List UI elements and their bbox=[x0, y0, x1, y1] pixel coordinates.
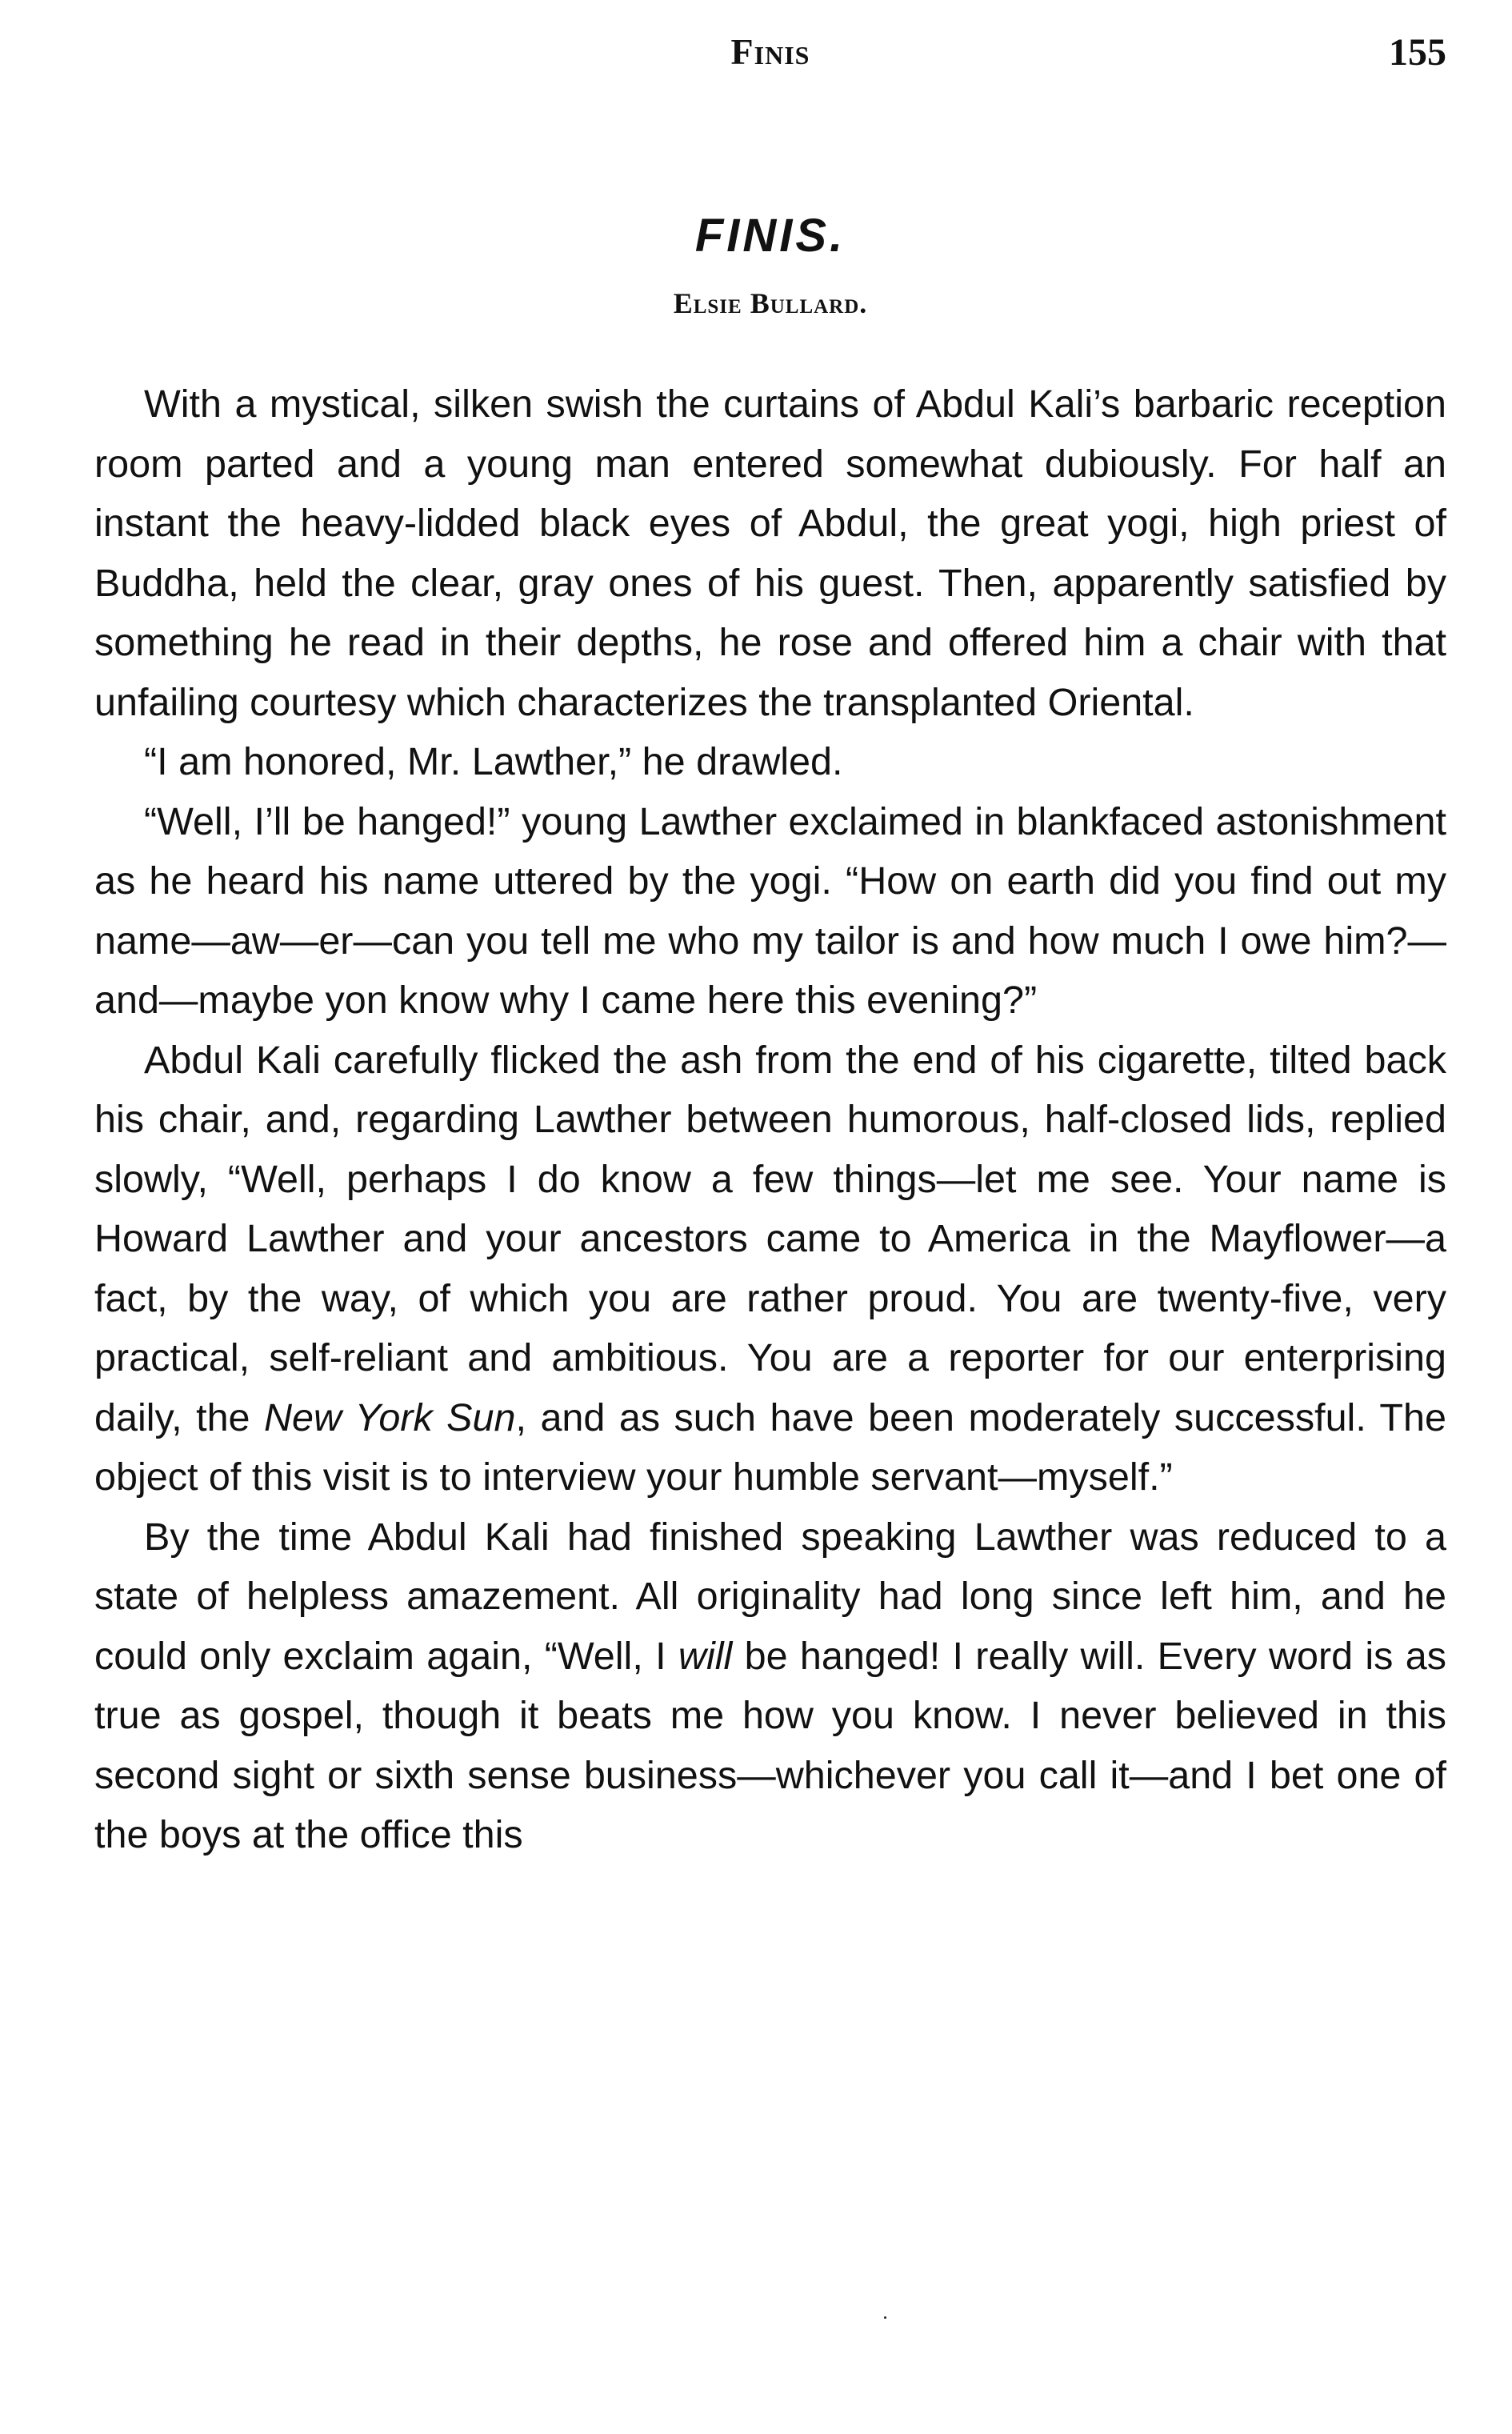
paragraph bbox=[94, 1507, 1446, 1865]
paragraph-text: “I am honored, Mr. Lawther,” he drawled. bbox=[144, 740, 843, 783]
running-head bbox=[94, 30, 1446, 86]
paragraph-text: , and as such have been moderately successful. The object of this visit is to interview your humble servant—myself.” bbox=[94, 1395, 1446, 1499]
story-author: Elsie Bullard. bbox=[673, 287, 868, 319]
paragraph bbox=[94, 732, 1446, 792]
paragraph bbox=[94, 1031, 1446, 1507]
paragraph-text: be hanged! I really will. Every word is as true as gospel, though it beats me how you know. I never believed in this second sight or sixth sense business—whichever you call it—and I bet one of the boys at the office this bbox=[94, 1634, 1446, 1856]
italic-text: will bbox=[678, 1634, 733, 1678]
running-title: Finis bbox=[730, 31, 810, 72]
paragraph bbox=[94, 374, 1446, 732]
print-speck bbox=[884, 2316, 886, 2319]
paragraph-text: “Well, I’ll be hanged!” young Lawther exclaimed in blankfaced astonishment as he heard his name uttered by the yogi. “How on earth did you find out my name—aw—er—can you tell me who my tailor is and how much I owe him?—and—maybe yon know why I came here this evening?” bbox=[94, 799, 1446, 1022]
story-body bbox=[94, 374, 1446, 1865]
italic-text: New York Sun bbox=[264, 1395, 516, 1439]
page-number: 155 bbox=[1389, 31, 1446, 74]
story-title: FINIS. bbox=[694, 209, 846, 262]
paragraph-text: By the time Abdul Kali had finished speaking Lawther was reduced to a state of helpless amazement. All originality had long since left him, and he could only exclaim again, “Well, I bbox=[94, 1515, 1446, 1678]
paragraph-text: With a mystical, silken swish the curtains of Abdul Kali’s barbaric reception room parted and a young man entered somewhat dubiously. For half an instant the heavy-lidded black eyes of Abdul, the great yogi, high priest of Buddha, held the clear, gray ones of his guest. Then, apparently satisfied by something he read in their depths, he rose and offered him a chair with that unfailing courtesy which characterizes the transplanted Oriental. bbox=[94, 382, 1446, 724]
paragraph-text: Abdul Kali carefully flicked the ash from the end of his cigarette, tilted back his chair, and, regarding Lawther between humorous, half-closed lids, replied slowly, “Well, perhaps I do know a few things—let me see. Your name is Howard Lawther and your ancestors came to America in the Mayflower—a fact, by the way, of which you are rather proud. You are twenty-five, very practical, self-reliant and ambitious. You are a reporter for our enterprising daily, the bbox=[94, 1038, 1446, 1439]
paragraph bbox=[94, 792, 1446, 1031]
